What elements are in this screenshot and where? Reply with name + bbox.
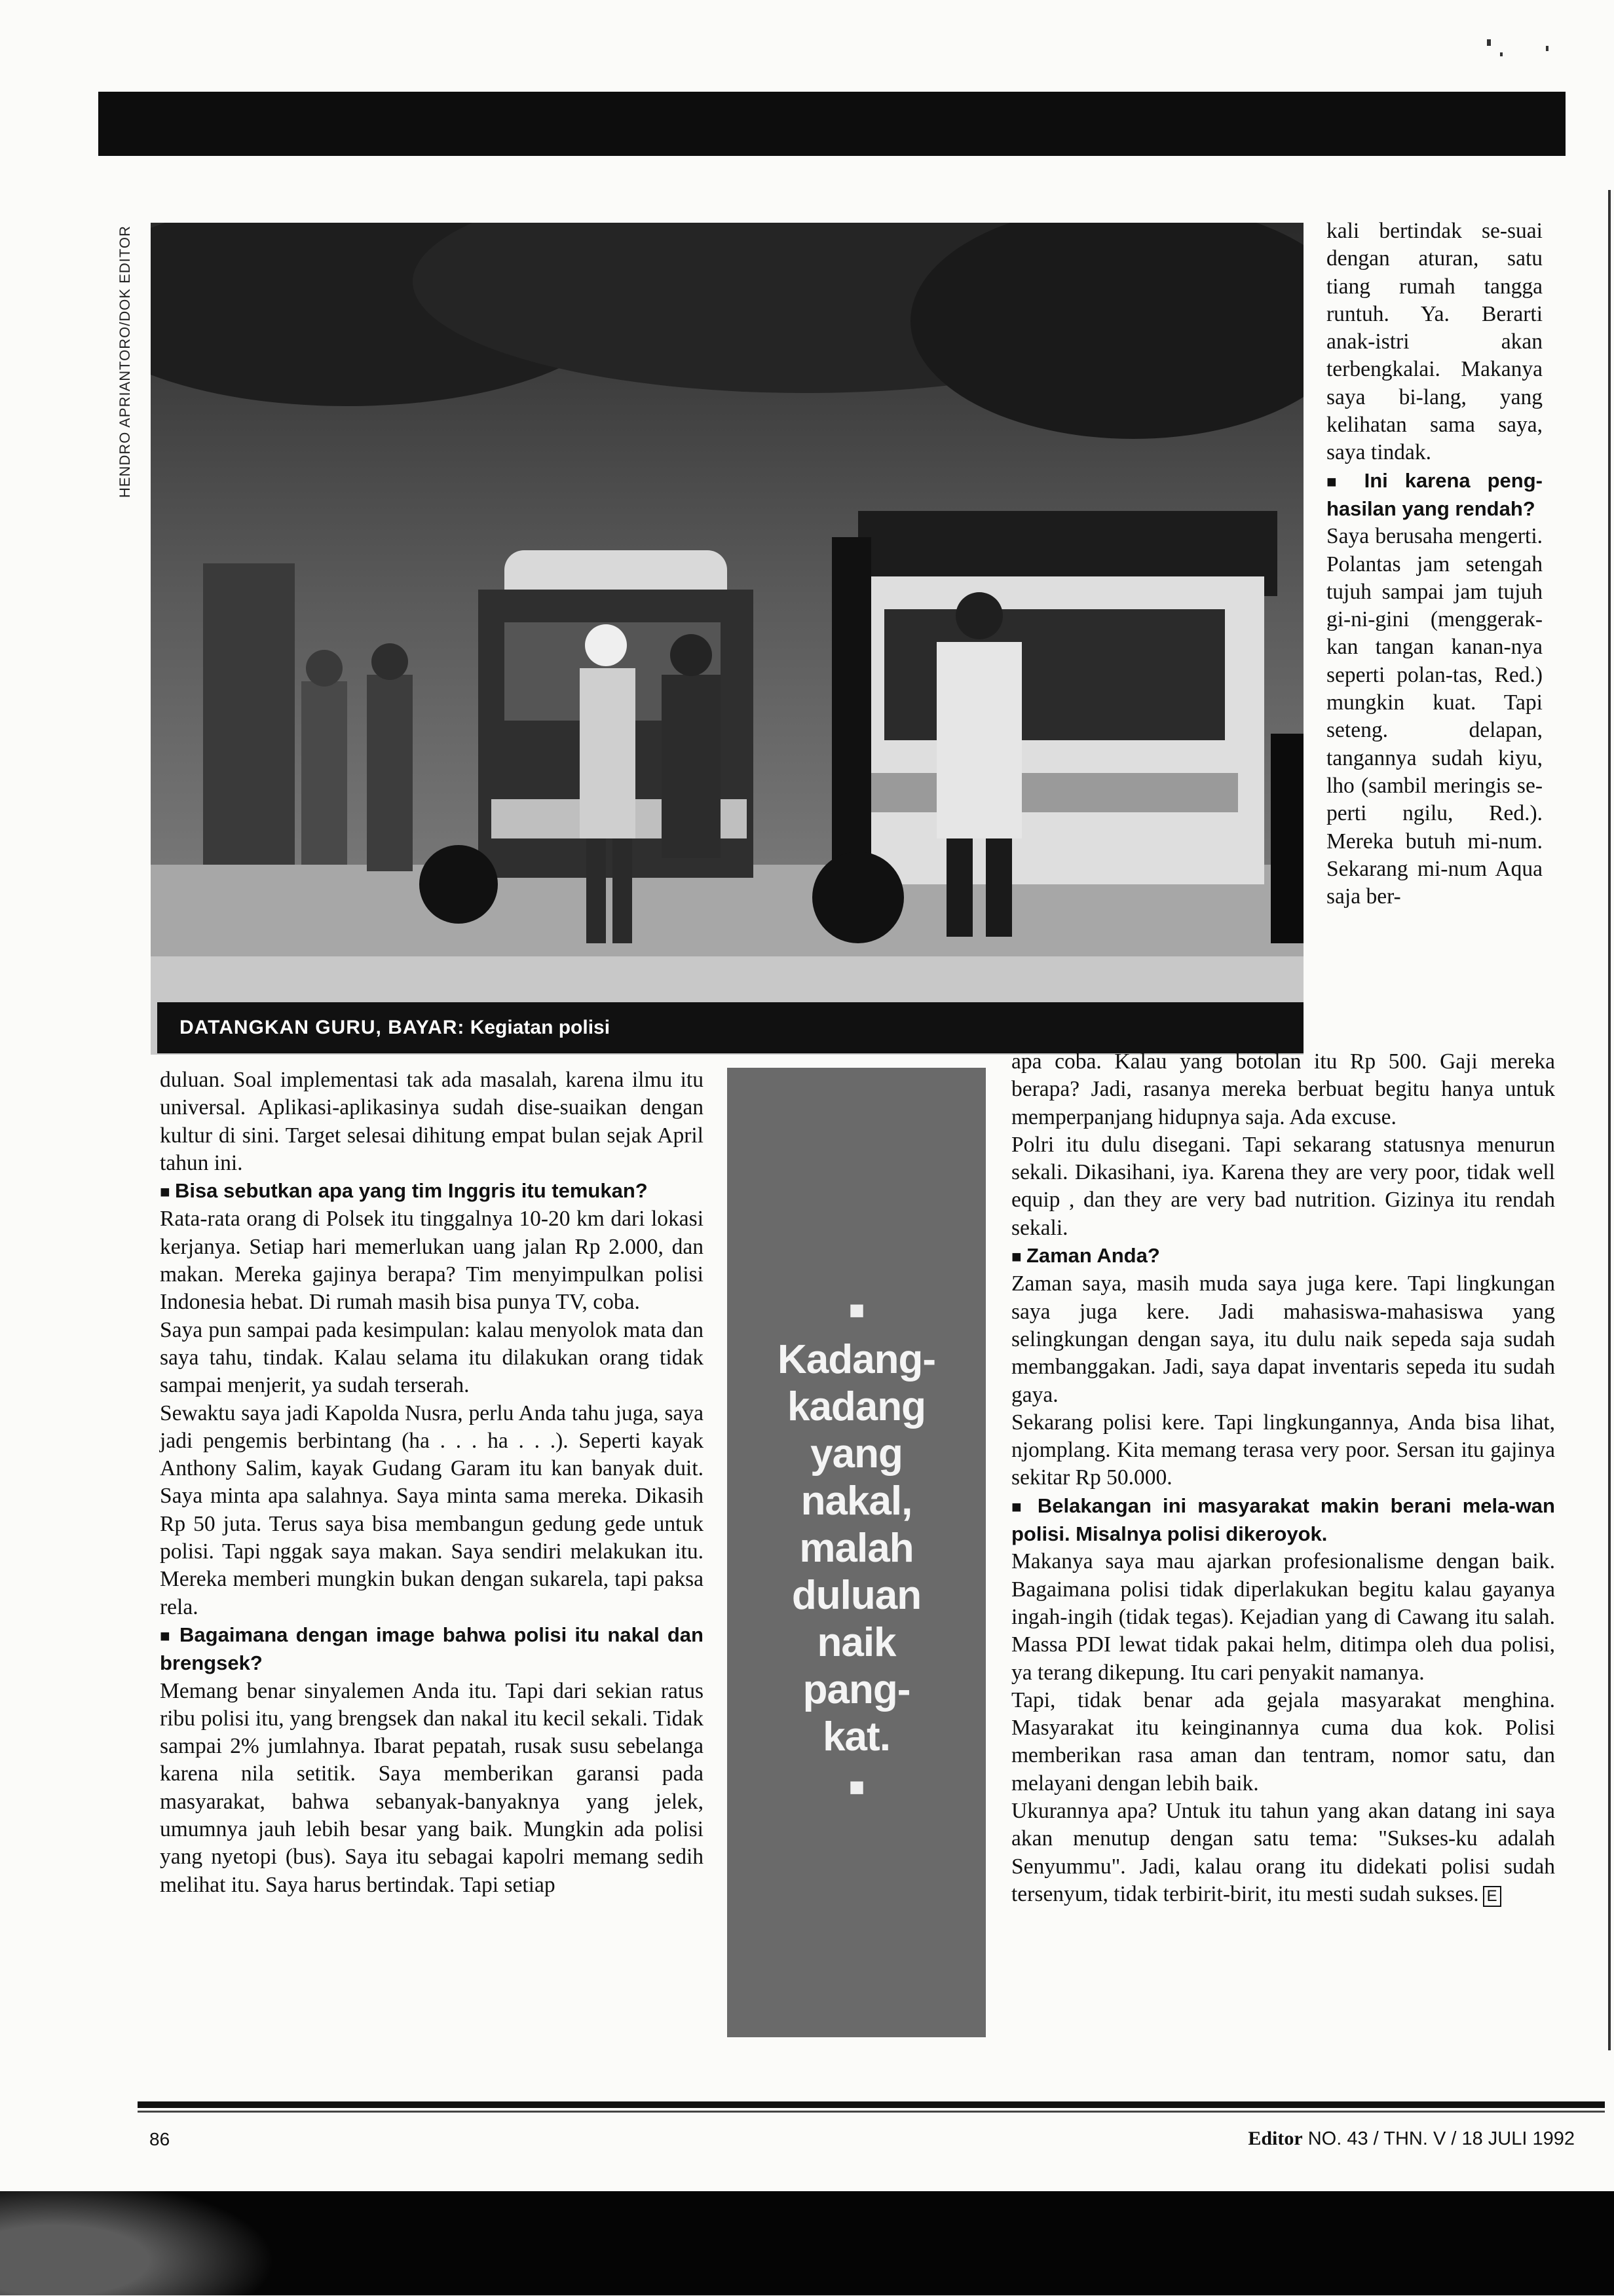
photo-credit: HENDRO APRIANTORO/DOK EDITOR (117, 225, 133, 498)
article-column-right (1011, 1048, 1555, 1908)
pull-quote-line: yang (810, 1431, 903, 1477)
question: ■ Bisa sebutkan apa yang tim Inggris itu temukan? (160, 1177, 704, 1205)
caption-lead: DATANGKAN GURU, BAYAR: (179, 1017, 465, 1038)
magazine-name: Editor (1248, 2128, 1303, 2149)
pull-quote-line: duluan (791, 1573, 922, 1618)
question: ■ Bagaimana dengan image bahwa polisi itu nakal dan brengsek? (160, 1621, 704, 1678)
square-bullet-icon: ■ (848, 1773, 865, 1801)
paragraph (1011, 1797, 1555, 1908)
question: ■ Belakangan ini masyarakat makin berani mela-wan polisi. Misalnya polisi dikeroyok. (1011, 1492, 1555, 1549)
magazine-issue-line (1248, 2128, 1575, 2150)
closing-paragraph-text: Ukurannya apa? Untuk itu tahun yang akan datang ini saya akan menutup dengan satu tema: "Sukses-ku adalah Senyummu". Jadi, kalau orang itu didekati polisi sudah tersenyum, tidak terbirit-birit, itu mesti sudah sukses. (1011, 1799, 1555, 1906)
square-bullet-icon: ■ (848, 1296, 865, 1325)
photo-caption (157, 1002, 1304, 1053)
pull-quote-line: naik (817, 1620, 896, 1665)
pull-quote (727, 1068, 986, 2037)
scan-speck (1546, 46, 1548, 51)
pull-quote-line: kat. (823, 1714, 890, 1760)
end-mark-icon: E (1483, 1886, 1501, 1907)
paragraph: Sekarang polisi kere. Tapi lingkungannya, Anda bisa lihat, njomplang. Kita memang terasa very poor. Sersan itu gajinya sekitar Rp 50.000. (1011, 1410, 1555, 1490)
paragraph: apa coba. Kalau yang botolan itu Rp 500. Gaji mereka berapa? Jadi, rasanya mereka berbuat begitu hanya untuk memperpanjang hidupnya saja. Ada excuse. (1011, 1049, 1555, 1129)
pull-quote-line: Kadang- (778, 1337, 935, 1382)
pull-quote-text (727, 1284, 986, 1813)
paragraph: Sewaktu saya jadi Kapolda Nusra, perlu Anda tahu juga, saya jadi pengemis berbintang (ha . . . ha . . .). Seperti kayak Anthony Salim, kayak Gudang Garam itu kan banyak duit. Saya minta apa salahnya. Saya minta sama mereka. Dikasih Rp 50 juta. Terus saya bisa membangun gedung gede untuk polisi. Tapi nggak saya makan. Saya sendiri melakukan itu. Mereka memberi mungkin bukan dengan sukarela, tapi paksa rela. (160, 1401, 704, 1619)
photo-trucks-police-illustration (151, 223, 1304, 1055)
scan-edge-shadow (0, 2191, 1614, 2295)
article-column-top-right (1326, 217, 1543, 911)
paragraph: Tapi, tidak benar ada gejala masyarakat menghina. Masyarakat itu keinginannya cuma dua kok. Polisi memberikan rasa aman dan tentram, nomor satu, dan melayani dengan lebih baik. (1011, 1687, 1555, 1796)
question: ■ Zaman Anda? (1011, 1242, 1555, 1270)
footer-rule (138, 2101, 1605, 2108)
pull-quote-line: pang- (802, 1667, 910, 1712)
paragraph: kali bertindak se-suai dengan aturan, satu tiang rumah tangga runtuh. Ya. Berarti anak-istri akan terbengkalai. Makanya saya bi-lang, yang kelihatan sama saya, saya tindak. (1326, 219, 1543, 465)
scan-speck (1487, 39, 1491, 46)
question: ■ Ini karena peng-hasilan yang rendah? (1326, 467, 1543, 523)
frame-rule (1608, 190, 1611, 2050)
footer-rule-thin (138, 2111, 1605, 2113)
header-bar (98, 92, 1566, 156)
news-photo (151, 223, 1304, 1055)
paragraph: Saya pun sampai pada kesimpulan: kalau menyolok mata dan saya tahu, tindak. Kalau selama itu dilakukan orang tidak sampai menjerit, ya sudah terserah. (160, 1317, 704, 1398)
paragraph: Rata-rata orang di Polsek itu tinggalnya 10-20 km dari lokasi kerjanya. Setiap hari memerlukan uang jalan Rp 2.000, dan makan. Mereka gajinya berapa? Tim menyimpulkan polisi Indonesia hebat. Di rumah masih bisa punya TV, coba. (160, 1207, 704, 1315)
scan-speck (1500, 52, 1503, 56)
page-number: 86 (149, 2129, 170, 2149)
caption-text: Kegiatan polisi (470, 1017, 610, 1038)
paragraph: Memang benar sinyalemen Anda itu. Tapi dari sekian ratus ribu polisi itu, yang brengsek dan nakal itu kecil sekali. Tidak sampai 2% jumlahnya. Ibarat pepatah, rusak susu sebelanga karena nila setitik. Saya memberikan garansi pada masyarakat, bahwa sebanyak-banyaknya yang jelek, umumnya jauh lebih besar yang baik. Mungkin ada polisi yang nyetopi (bus). Saya itu sebagai kapolri memang sedih melihat itu. Saya harus bertindak. Tapi setiap (160, 1678, 704, 1897)
pull-quote-line: malah (799, 1526, 914, 1571)
paragraph: duluan. Soal implementasi tak ada masalah, karena ilmu itu universal. Aplikasi-aplikasinya sudah dise-suaikan dengan kultur di sini. Target selesai dihitung empat bulan sejak April tahun ini. (160, 1068, 704, 1175)
paragraph: Saya berusaha mengerti. Polantas jam setengah tujuh sampai jam tujuh gi-ni-gini (menggerak-kan tangan kanan-nya seperti polan-tas, Red.) mungkin kuat. Tapi seteng. delapan, tangannya sudah kiyu, lho (sambil meringis se-perti ngilu, Red.). Mereka butuh mi-num. Sekarang mi-num Aqua saja ber- (1326, 524, 1543, 909)
pull-quote-line: kadang (787, 1384, 926, 1429)
paragraph: Polri itu dulu disegani. Tapi sekarang statusnya menurun sekali. Dikasihani, iya. Karena they are very poor, tidak well equip , dan they are very bad nutrition. Gizinya itu rendah sekali. (1011, 1132, 1555, 1240)
issue-info: NO. 43 / THN. V / 18 JULI 1992 (1307, 2128, 1575, 2149)
article-column-left (160, 1066, 704, 1899)
pull-quote-line: nakal, (800, 1478, 912, 1524)
paragraph: Makanya saya mau ajarkan profesionalisme dengan baik. Bagaimana polisi tidak diperlakukan begitu kalau gayanya ingah-ingih (tidak tegas). Kejadian yang di Cawang itu salah. Massa PDI lewat tidak pakai helm, ditimpa oleh dua polisi, ya terang dikepung. Itu cari penyakit namanya. (1011, 1549, 1555, 1685)
paragraph: Zaman saya, masih muda saya juga kere. Tapi lingkungan saya juga kere. Jadi mahasiswa-mahasiswa yang selingkungan dengan saya, itu dulu naik sepeda saja sudah membanggakan. Jadi, saya dapat inventaris sepeda itu sudah gaya. (1011, 1271, 1555, 1407)
